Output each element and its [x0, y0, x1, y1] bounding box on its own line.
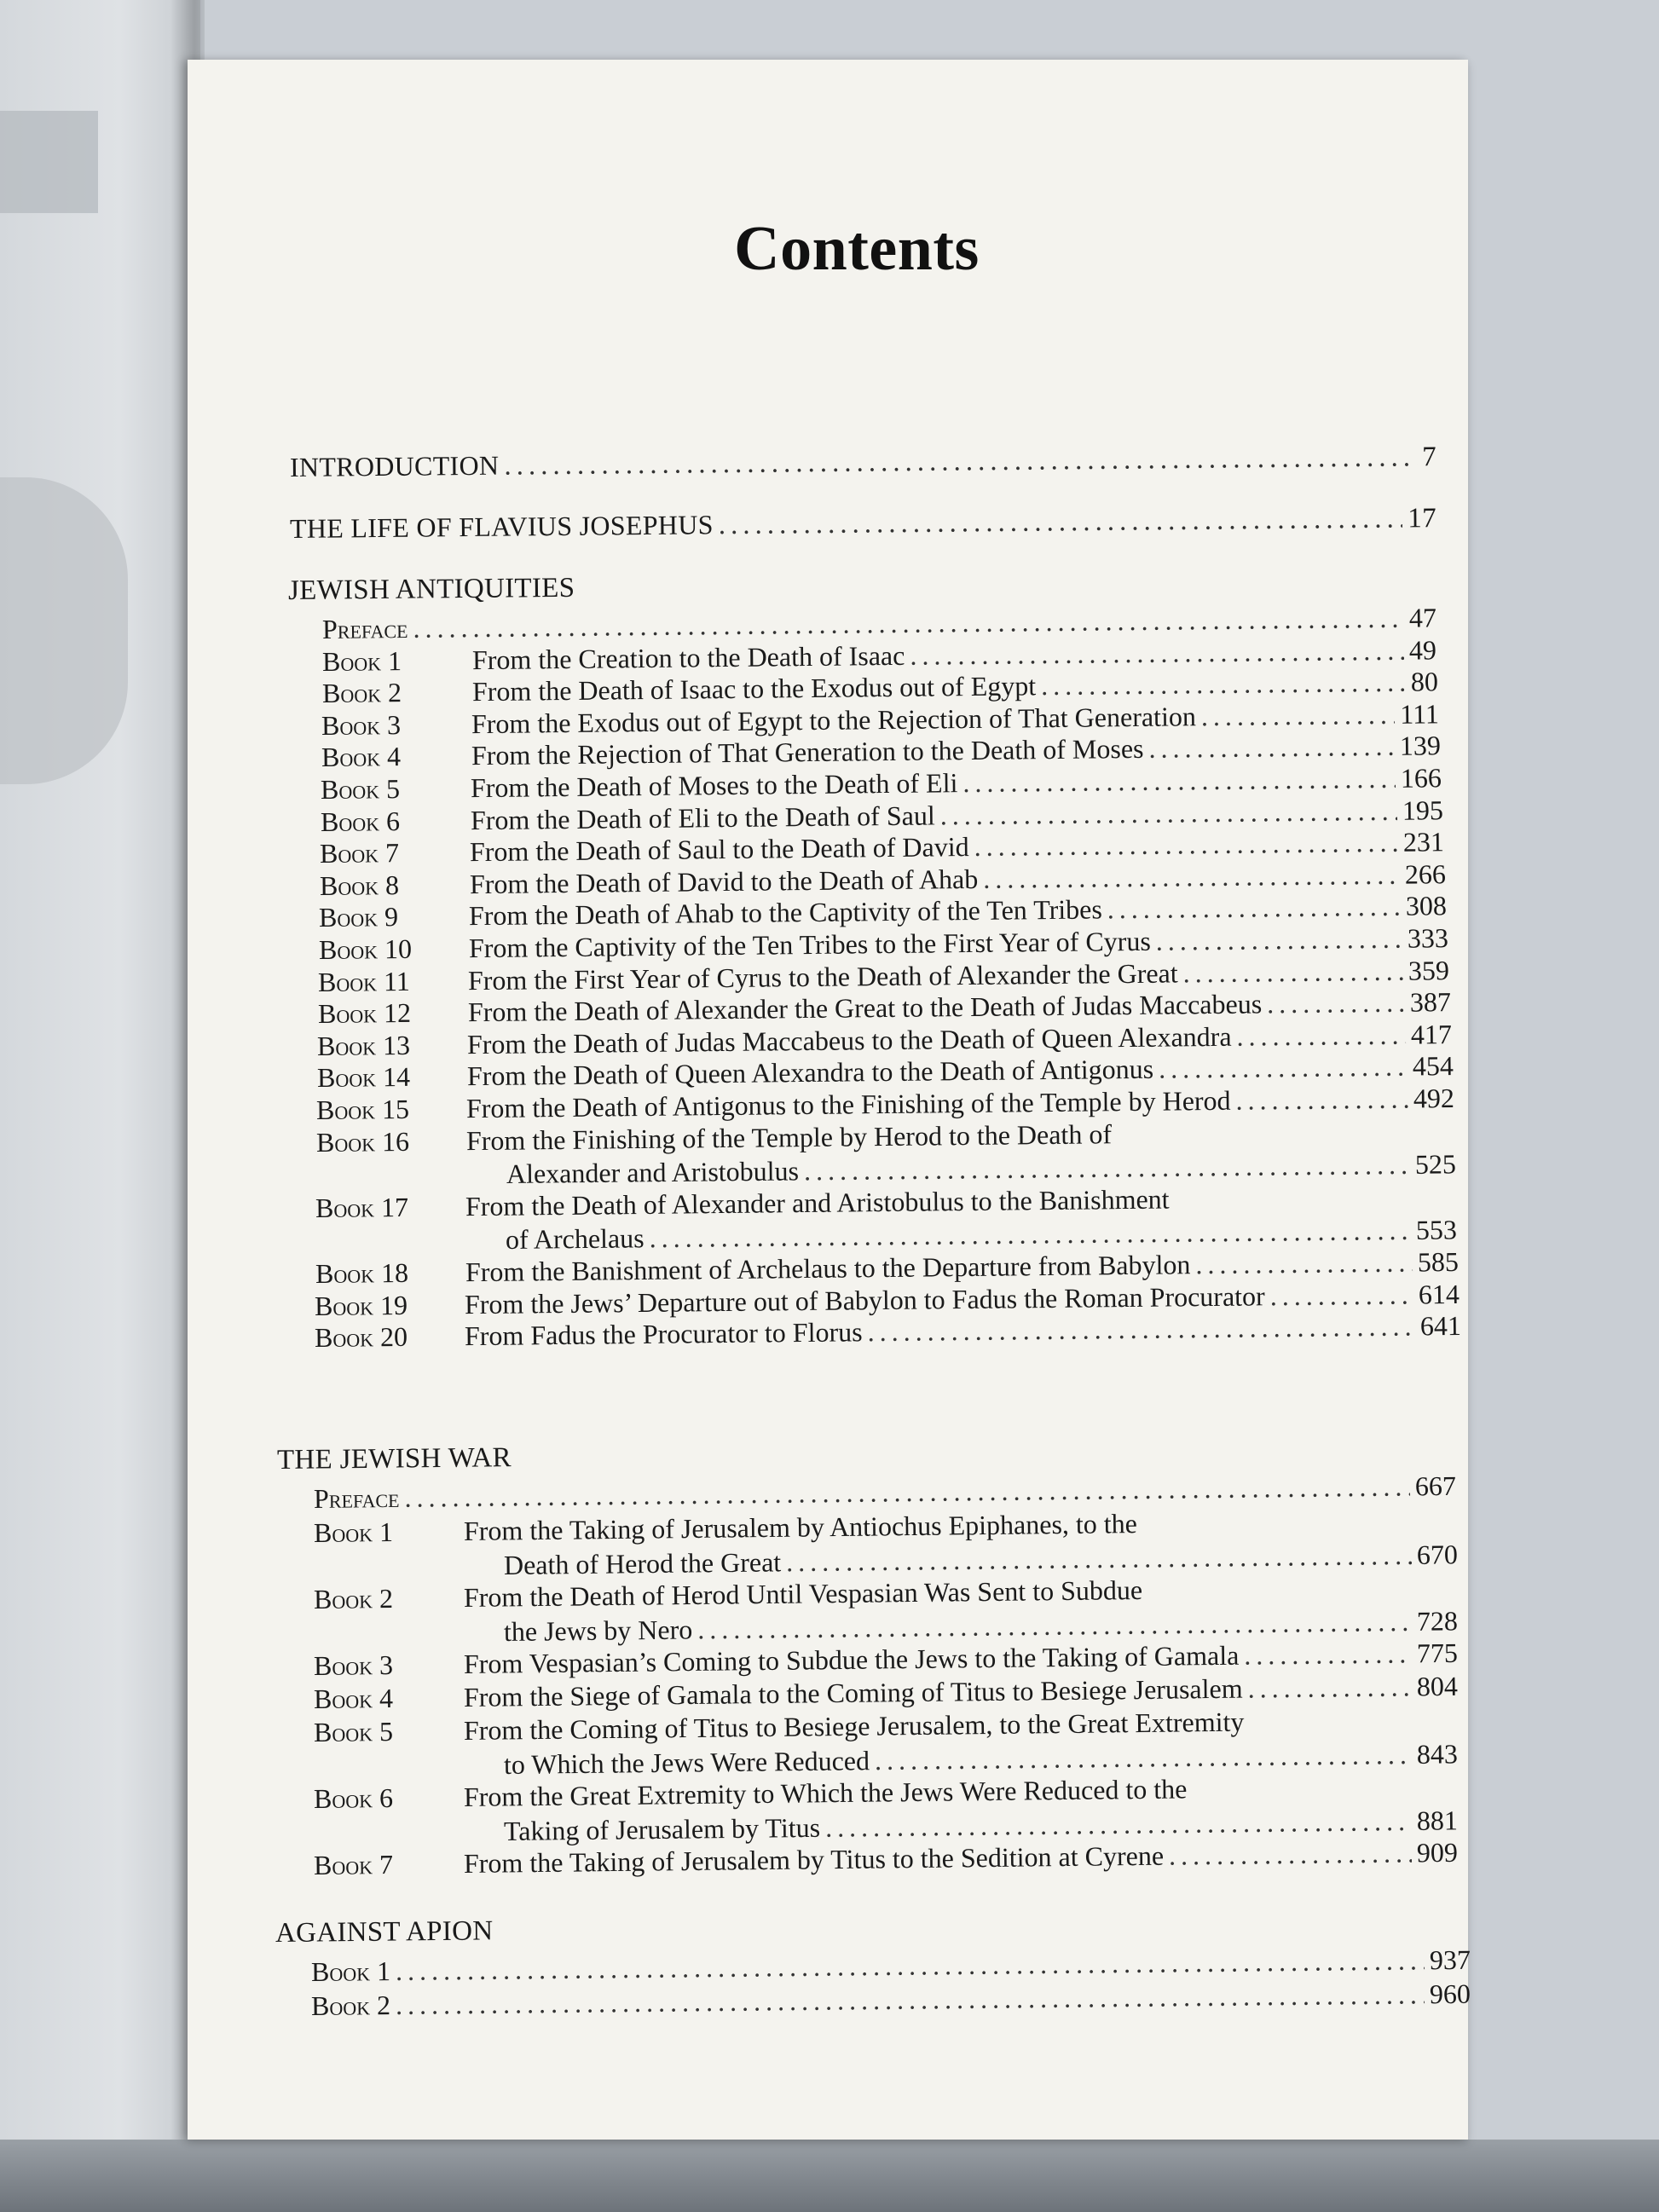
entry-label: INTRODUCTION	[289, 449, 500, 482]
dot-leader	[404, 1470, 1410, 1513]
entry-label: Book 1	[310, 1955, 391, 1987]
entry-title: From the Death of Antigonus to the Finishing of the Temple by Herod	[465, 1084, 1231, 1124]
dot-leader	[939, 794, 1397, 831]
toc-entry-book-continued	[504, 1539, 1458, 1581]
entry-title: From the Death of Queen Alexandra to the Death of Antigonus	[466, 1054, 1153, 1092]
page-number: 775	[1416, 1637, 1459, 1669]
entry-title: From the Jews’ Departure out of Babylon to Fadus the Roman Procurator	[464, 1279, 1265, 1320]
page-number: 387	[1409, 986, 1451, 1018]
entry-label: Book 3	[321, 708, 402, 741]
entry-label: Book 14	[316, 1061, 410, 1094]
background-book-print	[0, 477, 128, 784]
dot-leader	[1155, 923, 1402, 957]
entry-title: From the Death of David to the Death of Ahab	[469, 863, 978, 899]
page-number: 881	[1416, 1805, 1459, 1836]
entry-label: Book 18	[315, 1256, 408, 1289]
section-heading: JEWISH ANTIQUITIES	[287, 572, 575, 606]
page-number: 670	[1416, 1539, 1459, 1570]
entry-label: Book 15	[315, 1093, 410, 1125]
entry-label: Book 17	[315, 1191, 409, 1223]
page-number: 17	[1408, 503, 1437, 534]
entry-title: From the Siege of Gamala to the Coming of Titus to Besiege Jerusalem	[463, 1672, 1243, 1713]
page-number: 937	[1429, 1943, 1471, 1976]
entry-title: From the Death of Ahab to the Captivity of the Ten Tribes	[468, 893, 1103, 932]
entry-title: From the Taking of Jerusalem by Titus to the Sedition at Cyrene	[463, 1839, 1165, 1880]
entry-label: Book 19	[314, 1289, 408, 1321]
page-number: 111	[1400, 698, 1440, 730]
page-number: 231	[1402, 826, 1445, 858]
dot-leader	[1266, 987, 1404, 1020]
toc-entry-book	[314, 1574, 1142, 1615]
dot-leader	[1182, 955, 1403, 989]
entry-label: Book 5	[320, 773, 401, 805]
entry-label: Book 2	[313, 1582, 394, 1614]
page-number: 960	[1429, 1978, 1471, 2010]
entry-title-continued: Alexander and Aristobulus	[506, 1155, 799, 1190]
entry-title: From the Banishment of Archelaus to the Departure from Babylon	[465, 1249, 1191, 1288]
entry-title: From the Taking of Jerusalem by Antiochus Epiphanes, to the	[463, 1508, 1138, 1547]
entry-label: Book 5	[313, 1715, 394, 1747]
section-heading: THE JEWISH WAR	[276, 1442, 512, 1476]
table-of-contents	[188, 60, 1471, 2140]
dot-leader	[504, 442, 1417, 482]
dot-leader	[1247, 1671, 1412, 1704]
entry-label: Preface	[321, 612, 408, 644]
dot-leader	[1195, 1247, 1413, 1281]
page-number: 492	[1413, 1083, 1455, 1114]
dot-leader	[1244, 1637, 1412, 1671]
entry-label: Book 10	[318, 933, 412, 965]
entry-label: Book 7	[313, 1848, 394, 1880]
entry-title: From the Death of Isaac to the Exodus out of Egypt	[471, 670, 1036, 707]
dot-leader	[1040, 667, 1405, 702]
section-heading: AGAINST APION	[275, 1915, 494, 1949]
page-number: 166	[1400, 762, 1442, 794]
page-number: 553	[1415, 1214, 1458, 1246]
page-number: 804	[1416, 1670, 1459, 1702]
entry-title-continued: to Which the Jews Were Reduced	[503, 1745, 870, 1780]
toc-entry-preface	[314, 1470, 1456, 1515]
entry-title: From the Death of Herod Until Vespasian Was Sent to Subdue	[463, 1574, 1143, 1614]
entry-title: From the Death of Eli to the Death of Saul	[470, 800, 935, 835]
page-number: 417	[1410, 1018, 1453, 1050]
dot-leader	[1169, 1837, 1412, 1871]
toc-entry-book	[314, 1508, 1137, 1549]
entry-label: Book 9	[318, 901, 399, 933]
table-surface	[0, 2140, 1659, 2212]
page-number: 585	[1417, 1245, 1459, 1278]
entry-title: From the Coming of Titus to Besiege Jerusalem, to the Great Extremity	[463, 1706, 1245, 1747]
entry-title: From the Captivity of the Ten Tribes to the First Year of Cyrus	[468, 925, 1151, 964]
entry-label: Book 7	[319, 837, 400, 869]
page-number: 7	[1421, 442, 1437, 473]
entry-title: From the Finishing of the Temple by Herod to the Death of	[465, 1118, 1112, 1156]
entry-title-continued: of Archelaus	[505, 1222, 645, 1256]
entry-title: From the Death of Alexander and Aristobulus to the Banishment	[465, 1183, 1170, 1222]
page-number: 47	[1408, 602, 1437, 633]
entry-title-continued: Death of Herod the Great	[503, 1546, 782, 1580]
entry-title: From the Death of Moses to the Death of Eli	[470, 767, 958, 804]
dot-leader	[1158, 1051, 1407, 1085]
entry-title: From Fadus the Procurator to Florus	[464, 1316, 863, 1352]
page-number: 525	[1414, 1148, 1456, 1181]
dot-leader	[983, 859, 1400, 895]
page-number: 359	[1408, 954, 1450, 986]
entry-title-continued: the Jews by Nero	[503, 1614, 693, 1647]
dot-leader	[803, 1149, 1409, 1187]
entry-title: From the Exodus out of Egypt to the Rejection of That Generation	[471, 701, 1197, 739]
background-book-tab	[0, 111, 98, 213]
entry-title: From the Great Extremity to Which the Jews Were Reduced to the	[463, 1773, 1188, 1813]
entry-label: THE LIFE OF FLAVIUS JOSEPHUS	[289, 509, 714, 544]
entry-label: Book 2	[321, 677, 402, 709]
entry-label: Book 13	[316, 1029, 411, 1061]
dot-leader	[974, 827, 1398, 863]
page-number: 614	[1418, 1278, 1460, 1310]
page-number: 195	[1402, 794, 1443, 826]
dot-leader	[867, 1311, 1415, 1349]
page-number: 667	[1414, 1470, 1457, 1502]
toc-entry-book-continued	[504, 1738, 1458, 1781]
dot-leader	[1235, 1083, 1408, 1117]
dot-leader	[719, 503, 1403, 541]
page-number: 308	[1405, 890, 1448, 922]
toc-entry-life	[290, 502, 1436, 546]
page-number: 454	[1412, 1050, 1454, 1082]
entry-title: From the Death of Saul to the Death of David	[469, 831, 969, 868]
dot-leader	[1236, 1019, 1406, 1052]
dot-leader	[910, 634, 1404, 671]
entry-label: Book 6	[320, 805, 400, 837]
page-number: 843	[1416, 1738, 1459, 1770]
toc-entry-introduction	[290, 441, 1436, 484]
entry-label: Book 8	[319, 869, 399, 901]
entry-title: From the Creation to the Death of Isaac	[471, 639, 905, 675]
entry-label: Book 4	[313, 1682, 394, 1714]
entry-label: Book 2	[310, 1990, 391, 2021]
page-number: 80	[1410, 666, 1438, 697]
entry-title: From the Death of Judas Maccabeus to the Death of Queen Alexandra	[466, 1020, 1232, 1060]
dot-leader	[875, 1739, 1412, 1776]
page-number: 333	[1407, 922, 1448, 954]
book-page	[188, 60, 1471, 2140]
page-number: 909	[1416, 1836, 1459, 1868]
entry-label: Book 11	[317, 965, 411, 997]
page-title: Contents	[734, 214, 980, 284]
entry-label: Book 12	[317, 997, 411, 1030]
entry-label: Book 4	[321, 741, 401, 773]
dot-leader	[1270, 1279, 1414, 1312]
entry-title: From the First Year of Cyrus to the Death of Alexander the Great	[467, 957, 1178, 996]
toc-entry-book	[314, 1837, 1458, 1881]
entry-label: Book 3	[313, 1649, 394, 1681]
dot-leader	[962, 763, 1396, 799]
page-number: 139	[1399, 730, 1441, 762]
entry-label: Book 20	[314, 1321, 408, 1354]
entry-label: Book 1	[321, 644, 402, 677]
entry-title: From the Rejection of That Generation to the Death of Moses	[471, 733, 1144, 771]
entry-title-continued: Taking of Jerusalem by Titus	[503, 1811, 821, 1846]
dot-leader	[1107, 891, 1401, 926]
entry-label: Book 16	[315, 1125, 409, 1158]
dot-leader	[786, 1539, 1412, 1578]
page-number: 266	[1404, 858, 1446, 890]
dot-leader	[1201, 699, 1396, 732]
dot-leader	[1148, 731, 1395, 765]
page-number: 641	[1419, 1310, 1461, 1342]
entry-title: From the Death of Alexander the Great to the Death of Judas Maccabeus	[467, 988, 1262, 1028]
entry-label: Preface	[313, 1481, 400, 1514]
entry-label: Book 1	[313, 1516, 394, 1548]
page-number: 49	[1408, 633, 1437, 666]
entry-title: From Vespasian’s Coming to Subdue the Jews to the Taking of Gamala	[463, 1639, 1240, 1680]
entry-label: Book 6	[313, 1782, 394, 1814]
page-number: 728	[1416, 1605, 1459, 1637]
